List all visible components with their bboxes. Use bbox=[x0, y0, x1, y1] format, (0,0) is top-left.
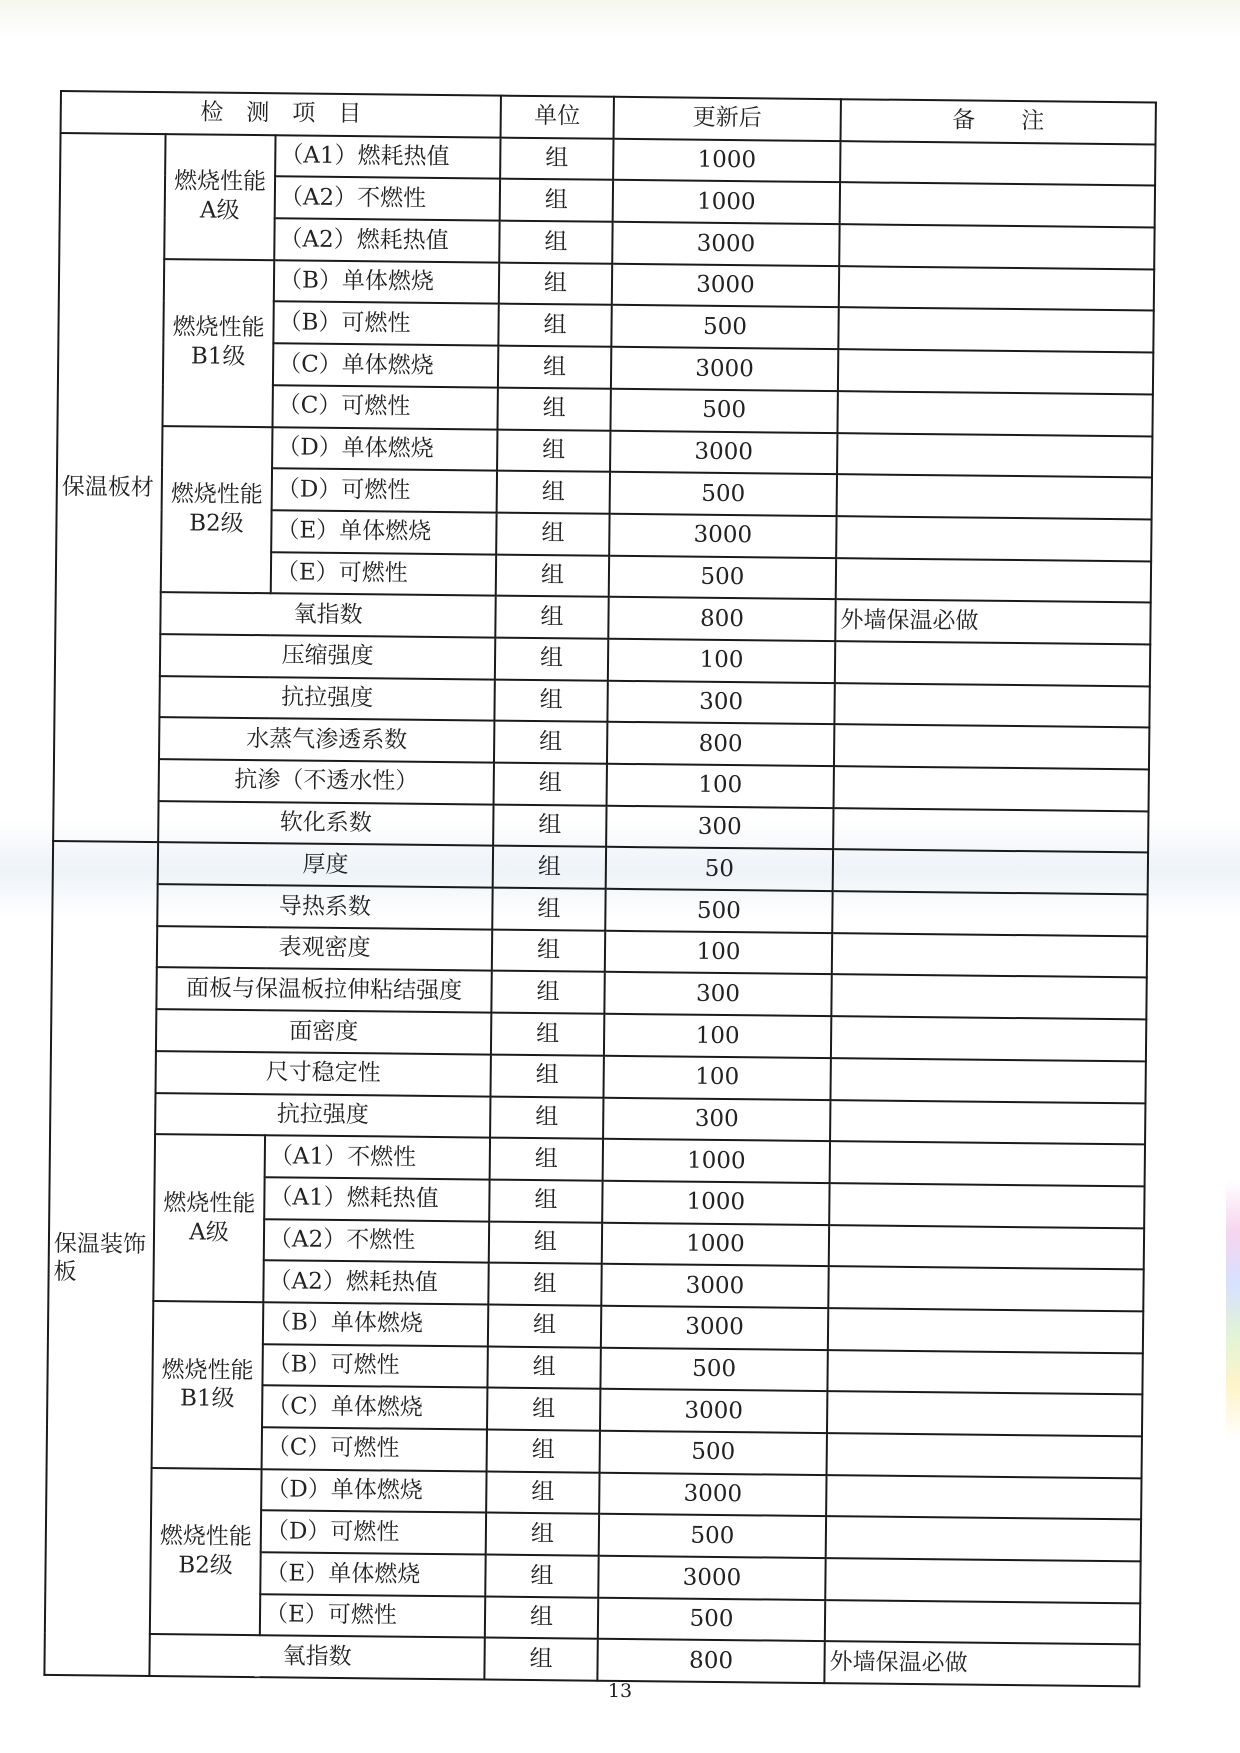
remark-cell bbox=[826, 1516, 1141, 1561]
unit-cell: 组 bbox=[494, 763, 607, 806]
remark-cell bbox=[832, 933, 1147, 978]
remark-cell bbox=[837, 433, 1152, 478]
group-label: 保温装饰板 bbox=[44, 841, 158, 1676]
unit-cell: 组 bbox=[495, 638, 608, 681]
value-cell: 3000 bbox=[612, 222, 839, 266]
remark-cell bbox=[834, 724, 1149, 769]
remark-cell: 外墙保温必做 bbox=[824, 1642, 1139, 1687]
item-cell: 厚度 bbox=[158, 842, 493, 887]
item-cell: （D）单体燃烧 bbox=[272, 427, 497, 471]
header-item: 检 测 项 目 bbox=[61, 91, 501, 137]
unit-cell: 组 bbox=[488, 1263, 601, 1306]
unit-cell: 组 bbox=[491, 971, 604, 1014]
remark-cell bbox=[838, 349, 1153, 394]
item-cell: （B）可燃性 bbox=[273, 302, 498, 346]
item-cell: 水蒸气渗透系数 bbox=[159, 717, 494, 762]
unit-cell: 组 bbox=[489, 1179, 602, 1222]
item-cell: （C）可燃性 bbox=[262, 1427, 487, 1471]
remark-cell bbox=[827, 1350, 1142, 1395]
value-cell: 800 bbox=[608, 597, 835, 641]
value-cell: 3000 bbox=[601, 1264, 828, 1308]
unit-cell: 组 bbox=[500, 137, 613, 180]
header-remark: 备 注 bbox=[841, 99, 1156, 144]
remark-cell bbox=[828, 1308, 1143, 1353]
item-cell: 面板与保温板拉伸粘结强度 bbox=[156, 967, 491, 1012]
value-cell: 500 bbox=[609, 555, 836, 599]
value-cell: 100 bbox=[603, 1056, 830, 1100]
value-cell: 500 bbox=[600, 1431, 827, 1475]
remark-cell bbox=[835, 641, 1150, 686]
group-label: 保温板材 bbox=[53, 133, 165, 843]
subgroup-label: 燃烧性能B2级 bbox=[161, 426, 273, 594]
unit-cell: 组 bbox=[500, 179, 613, 222]
item-cell: 氧指数 bbox=[149, 1634, 484, 1679]
value-cell: 500 bbox=[600, 1347, 827, 1391]
value-cell: 1000 bbox=[613, 138, 840, 182]
value-cell: 100 bbox=[608, 639, 835, 683]
item-cell: 尺寸稳定性 bbox=[156, 1051, 491, 1096]
unit-cell: 组 bbox=[496, 512, 609, 555]
item-cell: （A2）燃耗热值 bbox=[263, 1260, 488, 1304]
unit-cell: 组 bbox=[494, 721, 607, 764]
unit-cell: 组 bbox=[489, 1221, 602, 1264]
unit-cell: 组 bbox=[487, 1430, 600, 1473]
unit-cell: 组 bbox=[498, 304, 611, 347]
item-cell: （B）单体燃烧 bbox=[274, 260, 499, 304]
value-cell: 3000 bbox=[600, 1389, 827, 1433]
remark-cell bbox=[830, 1141, 1145, 1186]
header-unit: 单位 bbox=[501, 96, 614, 139]
unit-cell: 组 bbox=[488, 1304, 601, 1347]
remark-cell bbox=[830, 1100, 1145, 1145]
item-cell: （C）可燃性 bbox=[272, 385, 497, 429]
remark-cell bbox=[827, 1391, 1142, 1436]
remark-cell bbox=[839, 266, 1154, 311]
value-cell: 100 bbox=[607, 764, 834, 808]
unit-cell: 组 bbox=[490, 1096, 603, 1139]
subgroup-label: 燃烧性能B1级 bbox=[152, 1301, 264, 1469]
remark-cell bbox=[830, 1058, 1145, 1103]
remark-cell bbox=[839, 224, 1154, 269]
value-cell: 300 bbox=[606, 805, 833, 849]
item-cell: 面密度 bbox=[156, 1009, 491, 1054]
item-cell: （A2）燃耗热值 bbox=[274, 218, 499, 262]
value-cell: 3000 bbox=[611, 347, 838, 391]
unit-cell: 组 bbox=[497, 471, 610, 514]
unit-cell: 组 bbox=[485, 1555, 598, 1598]
remark-cell bbox=[833, 808, 1148, 853]
remark-cell bbox=[829, 1183, 1144, 1228]
item-cell: 氧指数 bbox=[160, 592, 495, 637]
item-cell: （D）可燃性 bbox=[261, 1511, 486, 1555]
unit-cell: 组 bbox=[486, 1471, 599, 1514]
remark-cell bbox=[836, 558, 1151, 603]
item-cell: （D）单体燃烧 bbox=[261, 1469, 486, 1513]
unit-cell: 组 bbox=[498, 346, 611, 389]
unit-cell: 组 bbox=[492, 888, 605, 931]
value-cell: 300 bbox=[603, 1097, 830, 1141]
item-cell: （B）单体燃烧 bbox=[263, 1302, 488, 1346]
item-cell: 表观密度 bbox=[157, 926, 492, 971]
remark-cell: 外墙保温必做 bbox=[835, 599, 1150, 644]
unit-cell: 组 bbox=[485, 1596, 598, 1639]
value-cell: 300 bbox=[607, 680, 834, 724]
item-cell: （E）单体燃烧 bbox=[260, 1552, 485, 1596]
remark-cell bbox=[831, 975, 1146, 1020]
value-cell: 3000 bbox=[609, 514, 836, 558]
inspection-items-table bbox=[43, 90, 1157, 1688]
header-updated: 更新后 bbox=[614, 97, 841, 141]
remark-cell bbox=[838, 308, 1153, 353]
item-cell: （A2）不燃性 bbox=[264, 1219, 489, 1263]
remark-cell bbox=[831, 1016, 1146, 1061]
unit-cell: 组 bbox=[484, 1638, 597, 1681]
value-cell: 3000 bbox=[612, 264, 839, 308]
unit-cell: 组 bbox=[499, 262, 612, 305]
item-cell: （E）单体燃烧 bbox=[271, 510, 496, 554]
item-cell: （A1）燃耗热值 bbox=[264, 1177, 489, 1221]
unit-cell: 组 bbox=[487, 1346, 600, 1389]
unit-cell: 组 bbox=[499, 221, 612, 264]
item-cell: （B）可燃性 bbox=[262, 1344, 487, 1388]
unit-cell: 组 bbox=[495, 596, 608, 639]
unit-cell: 组 bbox=[487, 1388, 600, 1431]
remark-cell bbox=[837, 391, 1152, 436]
value-cell: 3000 bbox=[610, 430, 837, 474]
value-cell: 3000 bbox=[601, 1306, 828, 1350]
unit-cell: 组 bbox=[493, 804, 606, 847]
value-cell: 800 bbox=[597, 1639, 824, 1683]
unit-cell: 组 bbox=[493, 846, 606, 889]
unit-cell: 组 bbox=[490, 1138, 603, 1181]
item-cell: 抗拉强度 bbox=[159, 676, 494, 721]
value-cell: 100 bbox=[604, 1014, 831, 1058]
item-cell: （A1）燃耗热值 bbox=[275, 135, 500, 179]
item-cell: 压缩强度 bbox=[160, 634, 495, 679]
unit-cell: 组 bbox=[486, 1513, 599, 1556]
value-cell: 1000 bbox=[603, 1139, 830, 1183]
unit-cell: 组 bbox=[496, 554, 609, 597]
item-cell: 抗渗（不透水性） bbox=[159, 759, 494, 804]
table-body bbox=[44, 133, 1155, 1687]
remark-cell bbox=[826, 1475, 1141, 1520]
unit-cell: 组 bbox=[491, 1013, 604, 1056]
remark-cell bbox=[840, 141, 1155, 186]
item-cell: （D）可燃性 bbox=[272, 468, 497, 512]
value-cell: 100 bbox=[605, 931, 832, 975]
item-cell: 导热系数 bbox=[157, 884, 492, 929]
unit-cell: 组 bbox=[490, 1054, 603, 1097]
remark-cell bbox=[837, 474, 1152, 519]
value-cell: 500 bbox=[610, 389, 837, 433]
remark-cell bbox=[836, 516, 1151, 561]
remark-cell bbox=[825, 1600, 1140, 1645]
value-cell: 50 bbox=[606, 847, 833, 891]
value-cell: 500 bbox=[610, 472, 837, 516]
value-cell: 1000 bbox=[602, 1222, 829, 1266]
unit-cell: 组 bbox=[497, 429, 610, 472]
value-cell: 300 bbox=[604, 972, 831, 1016]
remark-cell bbox=[834, 683, 1149, 728]
value-cell: 500 bbox=[605, 889, 832, 933]
remark-cell bbox=[840, 183, 1155, 228]
remark-cell bbox=[828, 1266, 1143, 1311]
item-cell: 软化系数 bbox=[158, 801, 493, 846]
item-cell: （C）单体燃烧 bbox=[262, 1386, 487, 1430]
value-cell: 500 bbox=[611, 305, 838, 349]
remark-cell bbox=[833, 850, 1148, 895]
value-cell: 800 bbox=[607, 722, 834, 766]
unit-cell: 组 bbox=[492, 929, 605, 972]
value-cell: 1000 bbox=[613, 180, 840, 224]
value-cell: 1000 bbox=[602, 1181, 829, 1225]
item-cell: （A1）不燃性 bbox=[265, 1135, 490, 1179]
subgroup-label: 燃烧性能B2级 bbox=[150, 1468, 262, 1636]
unit-cell: 组 bbox=[497, 387, 610, 430]
subgroup-label: 燃烧性能A级 bbox=[153, 1134, 265, 1302]
value-cell: 500 bbox=[598, 1597, 825, 1641]
item-cell: （E）可燃性 bbox=[260, 1594, 485, 1638]
remark-cell bbox=[829, 1225, 1144, 1270]
subgroup-label: 燃烧性能A级 bbox=[164, 134, 275, 260]
item-cell: （C）单体燃烧 bbox=[273, 343, 498, 387]
value-cell: 3000 bbox=[599, 1472, 826, 1516]
page-number: 13 bbox=[607, 1680, 633, 1702]
value-cell: 500 bbox=[599, 1514, 826, 1558]
remark-cell bbox=[832, 891, 1147, 936]
unit-cell: 组 bbox=[494, 679, 607, 722]
item-cell: （A2）不燃性 bbox=[275, 177, 500, 221]
remark-cell bbox=[827, 1433, 1142, 1478]
subgroup-label: 燃烧性能B1级 bbox=[162, 259, 274, 427]
scan-edge-artifact bbox=[1226, 1180, 1240, 1440]
item-cell: 抗拉强度 bbox=[155, 1093, 490, 1138]
item-cell: （E）可燃性 bbox=[271, 552, 496, 596]
remark-cell bbox=[834, 766, 1149, 811]
value-cell: 3000 bbox=[598, 1556, 825, 1600]
remark-cell bbox=[825, 1558, 1140, 1603]
